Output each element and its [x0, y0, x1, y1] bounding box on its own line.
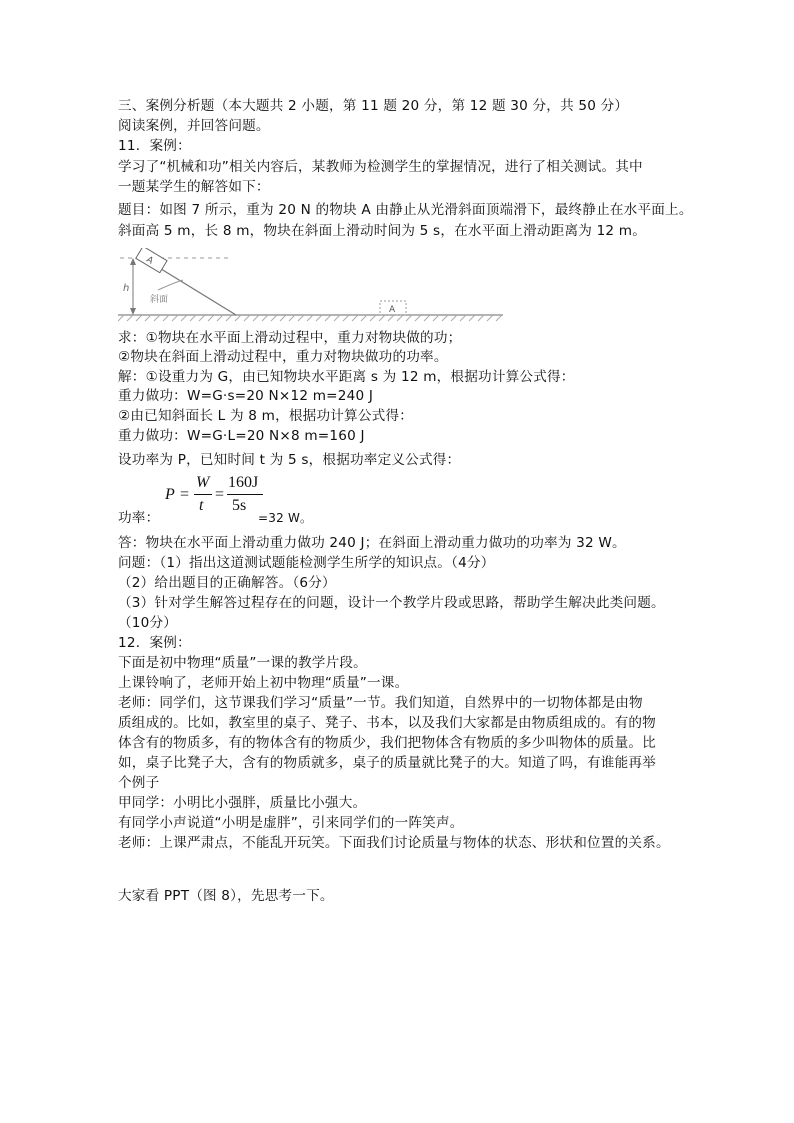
text-line: 体含有的物质多，有的物体含有的物质少，我们把物体含有物质的多少叫物体的质量。比: [118, 735, 656, 751]
ground-hatch: [478, 315, 484, 321]
text-line: 老师：上课严肃点，不能乱开玩笑。下面我们讨论质量与物体的状态、形状和位置的关系。: [118, 835, 670, 851]
text-line: 上课铃响了，老师开始上初中物理“质量”一课。: [118, 675, 409, 691]
ground-hatch: [118, 315, 124, 321]
text-line: 个例子: [118, 775, 160, 791]
ground-hatch: [469, 315, 475, 321]
ground-hatch: [388, 315, 394, 321]
text-line: 如，桌子比凳子大，含有的物质就多，桌子的质量就比凳子的大。知道了吗，有谁能再举: [118, 755, 656, 771]
ground-hatch: [433, 315, 439, 321]
text-line: 阅读案例，并回答问题。: [118, 118, 270, 134]
ground-hatch: [325, 315, 331, 321]
text-line: 答：物块在水平面上滑动重力做功 240 J；在斜面上滑动重力做功的功率为 32 W。: [118, 535, 626, 551]
ground-hatch: [460, 315, 466, 321]
text-line: 有同学小声说道“小明是虚胖”，引来同学们的一阵笑声。: [118, 815, 464, 831]
block-label: A: [144, 254, 155, 267]
ground-hatch: [127, 315, 133, 321]
ground-hatch: [298, 315, 304, 321]
text-line: 问题：（1）指出这道测试题能检测学生所学的知识点。（4分）: [118, 555, 495, 571]
formula-eq2: =: [215, 486, 225, 503]
text-line: 重力做功：W=G·L=20 N×8 m=160 J: [118, 428, 365, 444]
ground-hatch: [172, 315, 178, 321]
ground-hatch: [451, 315, 457, 321]
text-line: （2）给出题目的正确解答。（6分）: [118, 575, 336, 591]
ground-hatch: [262, 315, 268, 321]
text-line: 设功率为 P，已知时间 t 为 5 s，根据功率定义公式得：: [118, 452, 461, 468]
text-line: 学习了“机械和功”相关内容后，某教师为检测学生的掌握情况，进行了相关测试。其中: [118, 159, 643, 175]
ground-hatch: [406, 315, 412, 321]
text-line: 12．案例：: [118, 635, 191, 651]
ground-hatch: [199, 315, 205, 321]
ground-hatch: [235, 315, 241, 321]
ground-hatch: [397, 315, 403, 321]
text-line: 求：①物块在水平面上滑动过程中，重力对物块做的功；: [118, 330, 462, 346]
formula-w: W: [196, 474, 210, 491]
ground-hatch: [352, 315, 358, 321]
ground-hatch: [442, 315, 448, 321]
text-line: 一题某学生的解答如下：: [118, 179, 270, 195]
ground-hatch: [244, 315, 250, 321]
formula-denominator: 5s: [232, 497, 247, 514]
ground-hatch: [181, 315, 187, 321]
ground-hatch: [334, 315, 340, 321]
figure-7-incline: [118, 248, 508, 323]
text-line: （3）针对学生解答过程存在的问题，设计一个教学片段或思路，帮助学生解决此类问题。: [118, 595, 665, 611]
ground-hatch: [271, 315, 277, 321]
ground-hatch: [487, 315, 493, 321]
text-line: 下面是初中物理“质量”一课的教学片段。: [118, 655, 367, 671]
formula-eq: =: [180, 486, 190, 503]
text-line: 老师：同学们，这节课我们学习“质量”一节。我们知道，自然界中的一切物体都是由物: [118, 695, 643, 711]
formula-label: 功率：: [118, 510, 160, 526]
ground-hatch: [154, 315, 160, 321]
ground-hatch: [415, 315, 421, 321]
ground-hatch: [289, 315, 295, 321]
ground-hatch: [370, 315, 376, 321]
text-line: ②物块在斜面上滑动过程中，重力对物块做功的功率。: [118, 349, 448, 365]
ground-hatch: [343, 315, 349, 321]
ground-hatch: [208, 315, 214, 321]
formula-result: =32 W。: [258, 511, 313, 525]
text-line: 三、案例分析题（本大题共 2 小题，第 11 题 20 分，第 12 题 30 分，共 50 分）: [118, 98, 629, 114]
ground-hatch: [145, 315, 151, 321]
text-line-last: 大家看 PPT（图 8），先思考一下。: [118, 888, 334, 904]
ground-hatch: [280, 315, 286, 321]
ground-hatch: [163, 315, 169, 321]
ground-hatch: [496, 315, 502, 321]
text-line: 重力做功：W=G·s=20 N×12 m=240 J: [118, 388, 374, 404]
text-line: 甲同学：小明比小强胖，质量比小强大。: [118, 795, 367, 811]
ground-hatch: [136, 315, 142, 321]
text-line: 斜面高 5 m，长 8 m，物块在斜面上滑动时间为 5 s，在水平面上滑动距离为 12 m。: [118, 223, 647, 239]
ground-hatch: [316, 315, 322, 321]
ground-hatch: [379, 315, 385, 321]
ground-hatch: [217, 315, 223, 321]
height-label: h: [123, 283, 130, 294]
block-label-final: A: [389, 305, 396, 315]
ground-hatch: [226, 315, 232, 321]
ground-hatch: [361, 315, 367, 321]
ground-hatch: [253, 315, 259, 321]
ground-hatch: [190, 315, 196, 321]
text-line: 题目：如图 7 所示，重为 20 N 的物块 A 由静止从光滑斜面顶端滑下，最终静止在水平面上。: [118, 202, 693, 218]
formula-t: t: [199, 497, 204, 514]
ground-hatch: [307, 315, 313, 321]
slope-label: 斜面: [150, 295, 169, 305]
text-line: （10分）: [118, 615, 178, 631]
formula-p: P: [165, 486, 175, 503]
text-line: ②由已知斜面长 L 为 8 m，根据功计算公式得：: [118, 408, 414, 424]
text-line: 11．案例：: [118, 138, 191, 154]
text-line: 质组成的。比如，教室里的桌子、凳子、书本，以及我们大家都是由物质组成的。有的物: [118, 715, 656, 731]
ground-hatch: [424, 315, 430, 321]
text-line: 解：①设重力为 G，由已知物块水平距离 s 为 12 m，根据功计算公式得：: [118, 369, 575, 385]
formula-numerator: 160J: [228, 474, 259, 491]
